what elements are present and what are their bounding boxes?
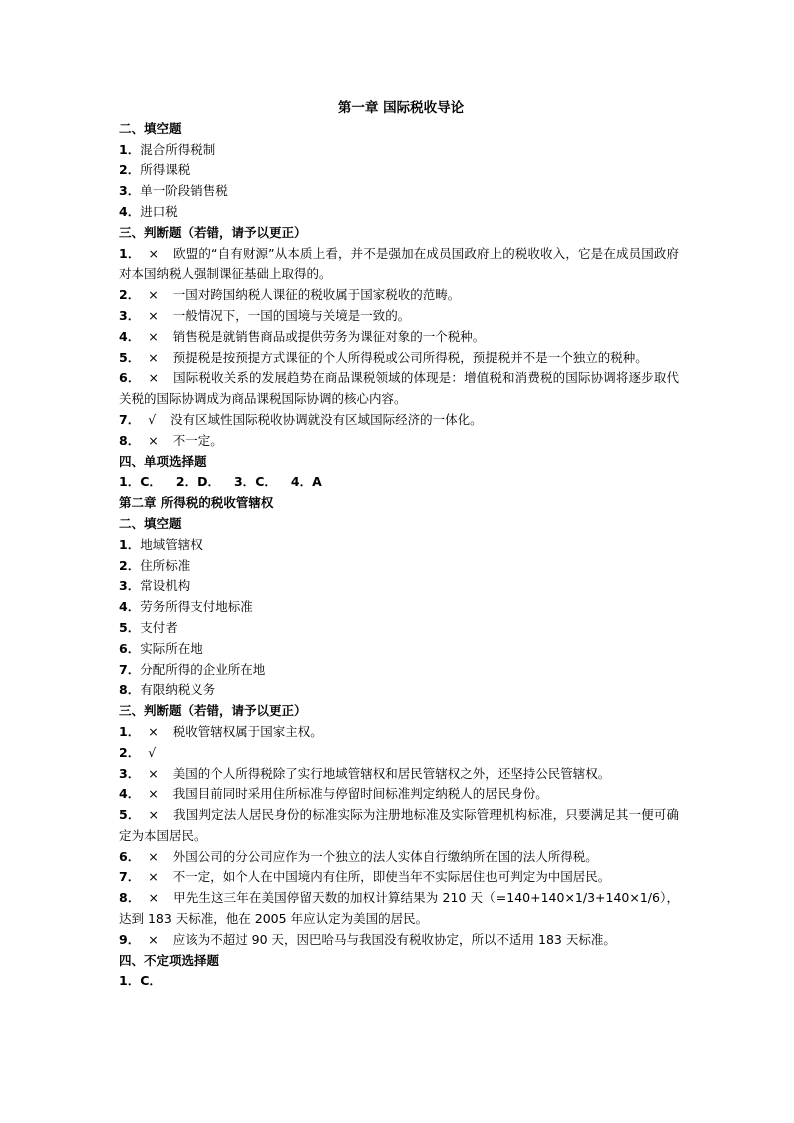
chapter1-judge-item: 3． × 一般情况下，一国的国境与关境是一致的。	[119, 307, 411, 323]
chapter2-judge-item: 9． × 应该为不超过 90 天，因巴哈马与我国没有税收协定，所以不适用 183 天标准。	[119, 931, 616, 947]
chapter1-fill-item: 2．所得课税	[119, 162, 191, 178]
chapter2-judge-item: 2． √	[119, 744, 157, 760]
chapter2-judge-item: 4． × 我国目前同时采用住所标准与停留时间标准判定纳税人的居民身份。	[119, 786, 548, 802]
chapter2-fill-item: 2．住所标准	[119, 557, 191, 573]
chapter2-fill-item: 1．地域管辖权	[119, 536, 203, 552]
chapter2-judge-item: 3． × 美国的个人所得税除了实行地域管辖权和居民管辖权之外，还坚持公民管辖权。	[119, 765, 611, 781]
chapter1-judge-item: 1． × 欧盟的“自有财源”从本质上看，并不是强加在成员国政府上的税收收入，它是在成员国政府对本国纳税人强制课征基础上取得的。	[119, 245, 679, 282]
chapter2-fill-item: 6．实际所在地	[119, 640, 203, 656]
chapter1-fill-item: 3．单一阶段销售税	[119, 183, 228, 199]
chapter2-title: 第二章 所得税的税收管辖权	[119, 495, 274, 511]
chapter2-fill-item: 3．常设机构	[119, 578, 191, 594]
chapter2-judge-heading: 三、判断题（若错，请予以更正）	[119, 703, 307, 719]
chapter2-fill-item: 4．劳务所得支付地标准	[119, 599, 253, 615]
chapter1-fill-item: 1．混合所得税制	[119, 141, 216, 157]
chapter1-fill-item: 4．进口税	[119, 203, 178, 219]
chapter1-judge-item: 8． × 不一定。	[119, 432, 223, 448]
chapter1-title: 第一章 国际税收导论	[337, 100, 465, 116]
chapter2-judge-item: 8． × 甲先生这三年在美国停留天数的加权计算结果为 210 天（=140+140×1/3+140×1/6），达到 183 天标准，他在 2005 年应认定为美国的居民。	[119, 890, 679, 927]
chapter1-choice-answers: 1．C． 2．D． 3．C． 4．A	[119, 474, 322, 490]
chapter2-fill-item: 7．分配所得的企业所在地	[119, 661, 266, 677]
chapter2-judge-item: 1． × 税收管辖权属于国家主权。	[119, 723, 323, 739]
chapter2-fill-heading: 二、填空题	[119, 515, 182, 531]
chapter1-judge-item: 4． × 销售税是就销售商品或提供劳务为课征对象的一个税种。	[119, 328, 486, 344]
chapter1-fill-heading: 二、填空题	[119, 120, 182, 136]
chapter2-fill-item: 5．支付者	[119, 619, 178, 635]
chapter1-judge-item: 2． × 一国对跨国纳税人课征的税收属于国家税收的范畴。	[119, 287, 461, 303]
chapter1-judge-item: 6． × 国际税收关系的发展趋势在商品课税领域的体现是：增值税和消费税的国际协调将逐步取代关税的国际协调成为商品课税国际协调的核心内容。	[119, 370, 679, 407]
document-page	[119, 98, 679, 992]
chapter2-judge-item: 7． × 不一定，如个人在中国境内有住所，即使当年不实际居住也可判定为中国居民。	[119, 869, 611, 885]
chapter1-judge-heading: 三、判断题（若错，请予以更正）	[119, 224, 307, 240]
chapter1-judge-item: 5． × 预提税是按预提方式课征的个人所得税或公司所得税，预提税并不是一个独立的税种。	[119, 349, 648, 365]
chapter2-judge-item: 6． × 外国公司的分公司应作为一个独立的法人实体自行缴纳所在国的法人所得税。	[119, 848, 598, 864]
chapter2-indef-heading: 四、不定项选择题	[119, 952, 220, 968]
chapter1-judge-item: 7． √ 没有区域性国际税收协调就没有区域国际经济的一体化。	[119, 411, 483, 427]
chapter1-choice-heading: 四、单项选择题	[119, 453, 207, 469]
chapter2-judge-item: 5． × 我国判定法人居民身份的标准实际为注册地标准及实际管理机构标准，只要满足其一便可确定为本国居民。	[119, 807, 679, 843]
chapter2-indef-answers: 1．C．	[119, 973, 162, 989]
chapter2-fill-item: 8．有限纳税义务	[119, 682, 216, 698]
